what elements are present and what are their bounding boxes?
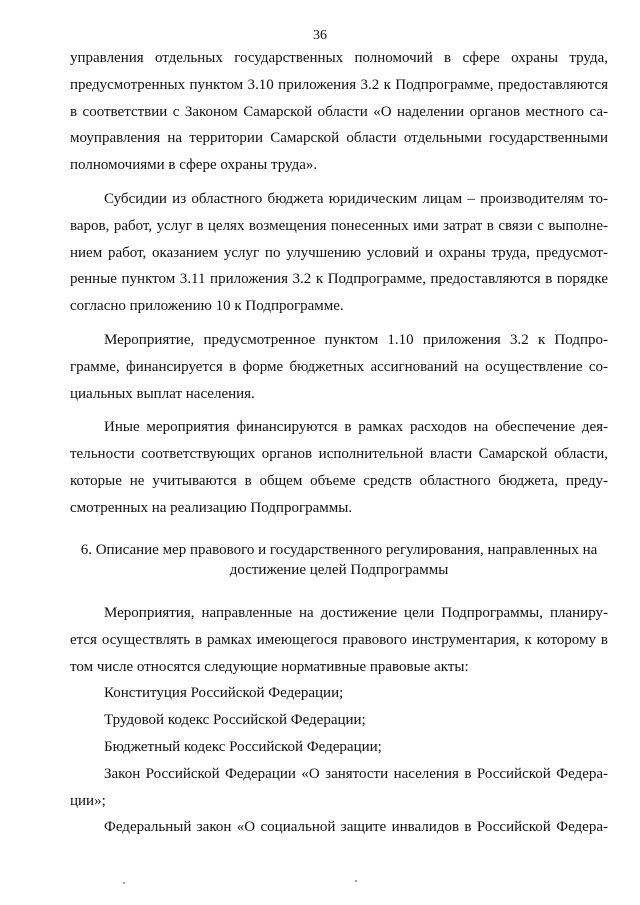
paragraph-first-line	[70, 600, 608, 627]
legal-act-item: Трудовой кодекс Российской Федерации;	[104, 712, 366, 729]
scan-speck	[123, 882, 125, 884]
paragraph-line-text: Иные мероприятия финансируются в рамках расходов на обеспечение дея-	[104, 419, 608, 436]
paragraph-line: смотренных на реализацию Подпрограммы.	[70, 499, 353, 516]
legal-act-item-text: Федеральный закон «О социальной защите инвалидов в Российской Федера-	[104, 819, 608, 836]
section-heading	[70, 540, 608, 580]
paragraph-line: нием работ, оказанием услуг по улучшению условий и охраны труда, предусмот-	[70, 244, 608, 261]
paragraph-line: полномочиями в сфере охраны труда».	[70, 157, 318, 174]
paragraph-line: управления отдельных государственных полномочий в сфере охраны труда,	[70, 50, 608, 66]
paragraph-line: ренные пунктом 3.11 приложения 3.2 к Подпрограмме, предоставляются в порядке	[70, 271, 608, 288]
paragraph-line-text: Мероприятия, направленные на достижение цели Подпрограммы, планиру-	[104, 605, 608, 621]
paragraph-line-text: Субсидии из областного бюджета юридическим лицам – производителям то-	[104, 190, 608, 207]
paragraph-line: грамме, финансируется в форме бюджетных ассигнований на осуществление со-	[70, 358, 608, 375]
legal-act-item	[70, 814, 608, 841]
paragraph-line: в соответствии с Законом Самарской области «О наделении органов местного са-	[70, 103, 608, 120]
paragraph-line: согласно приложению 10 к Подпрограмме.	[70, 298, 344, 315]
legal-act-item	[70, 761, 608, 788]
paragraph-first-line	[70, 327, 608, 354]
paragraph-line: которые не учитываются в общем объеме средств областного бюджета, преду-	[70, 472, 608, 489]
paragraph-line: варов, работ, услуг в целях возмещения понесенных ими затрат в связи с выполне-	[70, 217, 608, 234]
paragraph-line: ется осуществлять в рамках имеющегося правового инструментария, к которому в	[70, 631, 608, 648]
financing-text-block	[70, 45, 608, 522]
legal-act-item-text: Закон Российской Федерации «О занятости населения в Российской Федера-	[104, 765, 608, 782]
paragraph-line: моуправления на территории Самарской области отдельными государственными	[70, 130, 608, 147]
paragraph-first-line	[70, 414, 608, 441]
page-number: 36	[313, 28, 327, 43]
legal-act-item-continuation: ции»;	[70, 792, 106, 809]
paragraph-line: предусмотренных пунктом 3.10 приложения 3.2 к Подпрограмме, предоставляются	[70, 76, 608, 93]
paragraph-line: циальных выплат населения.	[70, 385, 255, 402]
scan-speck	[355, 880, 357, 882]
paragraph-line: том числе относятся следующие нормативные правовые акты:	[70, 658, 469, 675]
legal-act-item: Бюджетный кодекс Российской Федерации;	[104, 738, 382, 755]
section-heading-line: 6. Описание мер правового и государственного регулирования, направленных на	[80, 542, 598, 558]
paragraph-line: тельности соответствующих органов исполнительной власти Самарской области,	[70, 446, 608, 463]
scan-specks	[0, 880, 640, 886]
legal-acts-text-block	[70, 600, 608, 841]
paragraph-line-text: Мероприятие, предусмотренное пунктом 1.10 приложения 3.2 к Подпро-	[104, 331, 608, 348]
paragraph-first-line	[70, 186, 608, 213]
section-heading-line: достижение целей Подпрограммы	[229, 562, 449, 578]
legal-act-item: Конституция Российской Федерации;	[104, 685, 344, 702]
